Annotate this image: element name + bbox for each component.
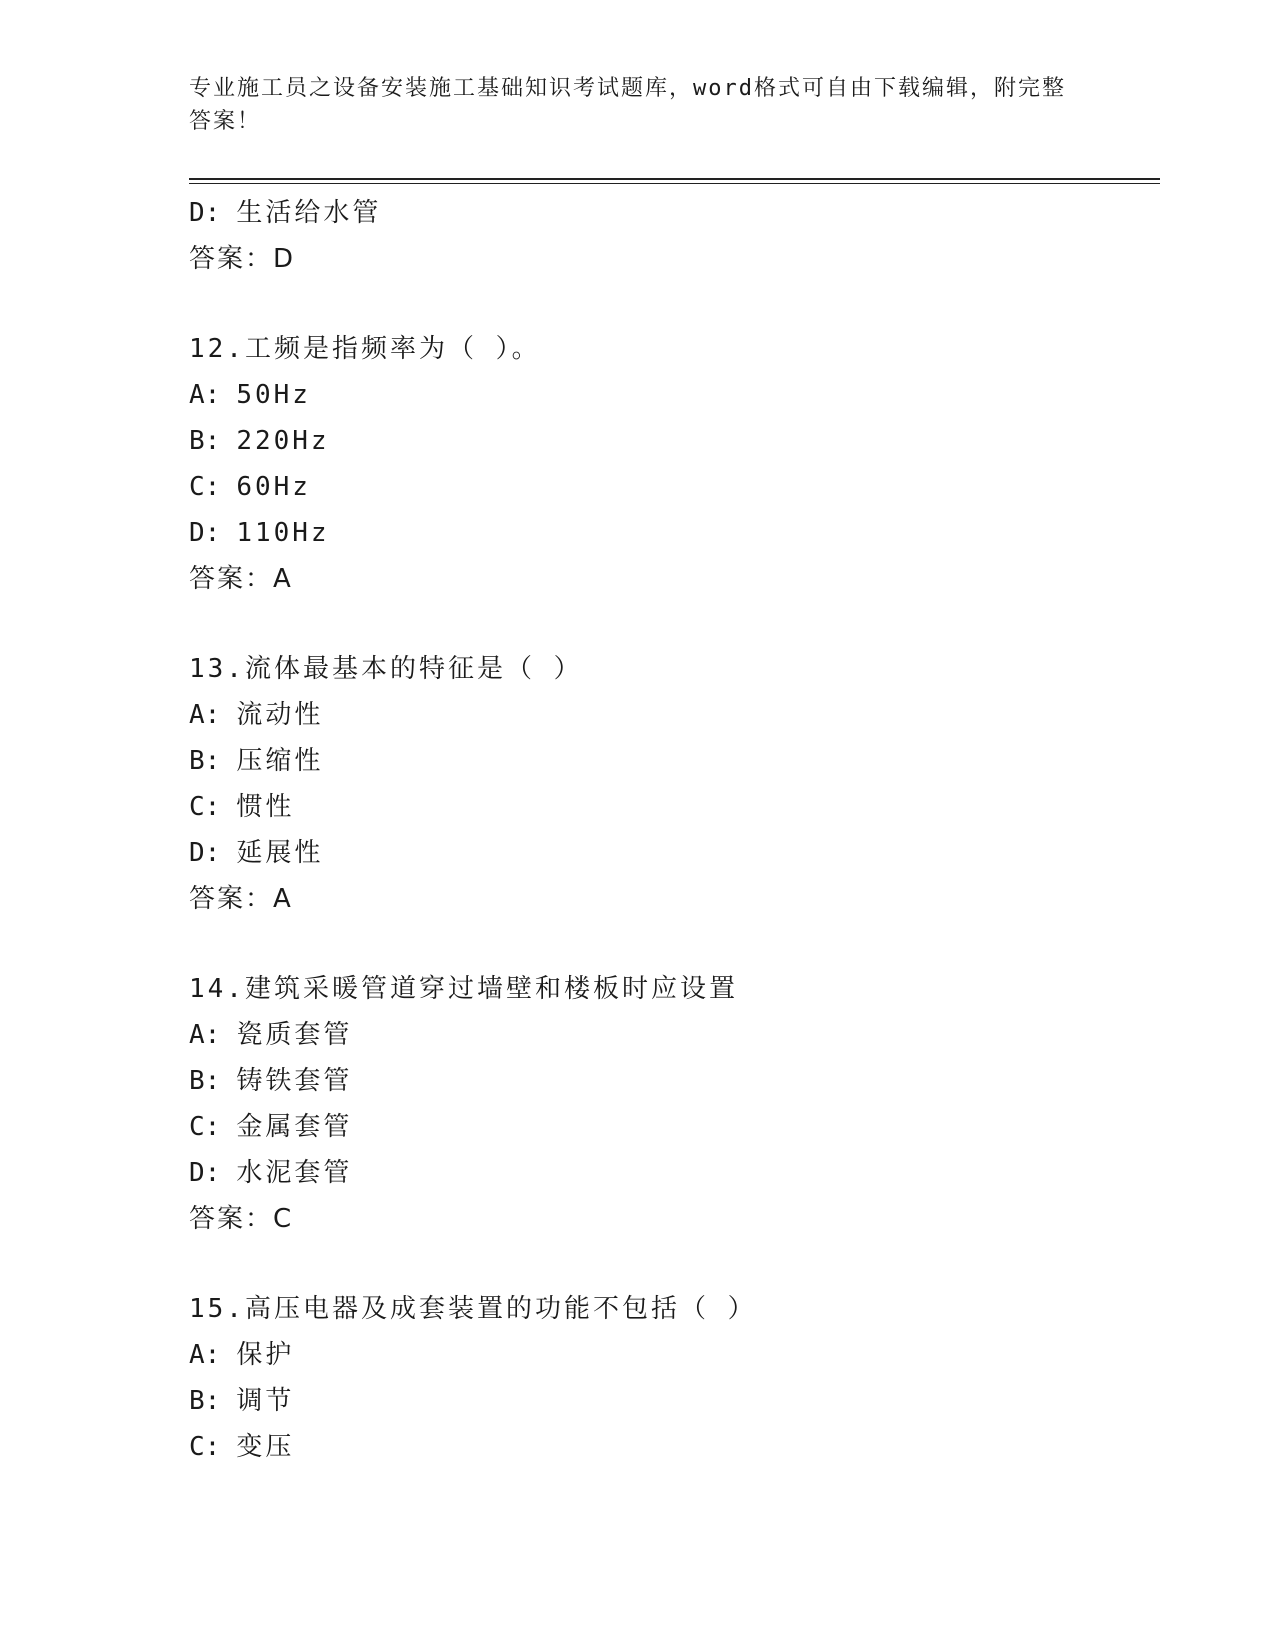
option-line: [189, 510, 1149, 556]
option-letter: D:: [189, 838, 221, 868]
option-line: [189, 1332, 1149, 1378]
option-line: [189, 1104, 1149, 1150]
option-line: [189, 464, 1149, 510]
spacer: [189, 1242, 1149, 1286]
option-letter: B:: [189, 746, 221, 776]
option-letter: C:: [189, 1432, 221, 1462]
option-letter: A:: [189, 700, 221, 730]
document-header: 专业施工员之设备安装施工基础知识考试题库，word格式可自由下载编辑，附完整答案！: [189, 76, 1066, 134]
option-text: 调节: [236, 1386, 295, 1416]
option-letter: A:: [189, 1020, 221, 1050]
option-letter: D:: [189, 518, 221, 548]
header-divider-thin: [189, 183, 1160, 184]
answer-line: 答案：D: [189, 244, 296, 274]
option-letter: B:: [189, 1386, 221, 1416]
option-letter: D:: [189, 198, 221, 228]
option-line: [189, 418, 1149, 464]
option-text: 压缩性: [236, 746, 324, 776]
option-letter: C:: [189, 472, 221, 502]
header-divider-thick: [189, 178, 1160, 180]
option-text: 延展性: [236, 838, 324, 868]
option-letter: B:: [189, 1066, 221, 1096]
option-line: [189, 372, 1149, 418]
question-stem: 12.工频是指频率为（ ）。: [189, 334, 541, 364]
answer-line: 答案：A: [189, 884, 293, 914]
option-letter: C:: [189, 792, 221, 822]
option-line: [189, 830, 1149, 876]
option-line: [189, 1424, 1149, 1470]
option-text: 流动性: [236, 700, 324, 730]
option-text: 保护: [236, 1340, 295, 1370]
question-stem: 14.建筑采暖管道穿过墙壁和楼板时应设置: [189, 974, 738, 1004]
option-line: [189, 1150, 1149, 1196]
option-text: 金属套管: [236, 1112, 353, 1142]
option-text: 变压: [236, 1432, 295, 1462]
option-text: 60Hz: [236, 472, 311, 502]
question-list: [189, 190, 1149, 1470]
option-text: 生活给水管: [236, 198, 382, 228]
option-text: 110Hz: [236, 518, 330, 548]
answer-line: 答案：C: [189, 1204, 294, 1234]
option-letter: A:: [189, 380, 221, 410]
option-line: [189, 1378, 1149, 1424]
option-letter: D:: [189, 1158, 221, 1188]
option-text: 惯性: [236, 792, 295, 822]
option-text: 瓷质套管: [236, 1020, 353, 1050]
option-line: [189, 784, 1149, 830]
option-line: [189, 692, 1149, 738]
option-text: 水泥套管: [236, 1158, 353, 1188]
question-stem: 13.流体最基本的特征是（ ）: [189, 654, 583, 684]
question-stem: 15.高压电器及成套装置的功能不包括（ ）: [189, 1294, 757, 1324]
spacer: [189, 922, 1149, 966]
option-text: 铸铁套管: [236, 1066, 353, 1096]
option-line: [189, 1058, 1149, 1104]
option-text: 220Hz: [236, 426, 330, 456]
option-line: [189, 1012, 1149, 1058]
spacer: [189, 282, 1149, 326]
option-letter: B:: [189, 426, 221, 456]
answer-line: 答案：A: [189, 564, 293, 594]
option-letter: A:: [189, 1340, 221, 1370]
option-text: 50Hz: [236, 380, 311, 410]
option-letter: C:: [189, 1112, 221, 1142]
spacer: [189, 602, 1149, 646]
option-line: [189, 190, 1149, 236]
option-line: [189, 738, 1149, 784]
